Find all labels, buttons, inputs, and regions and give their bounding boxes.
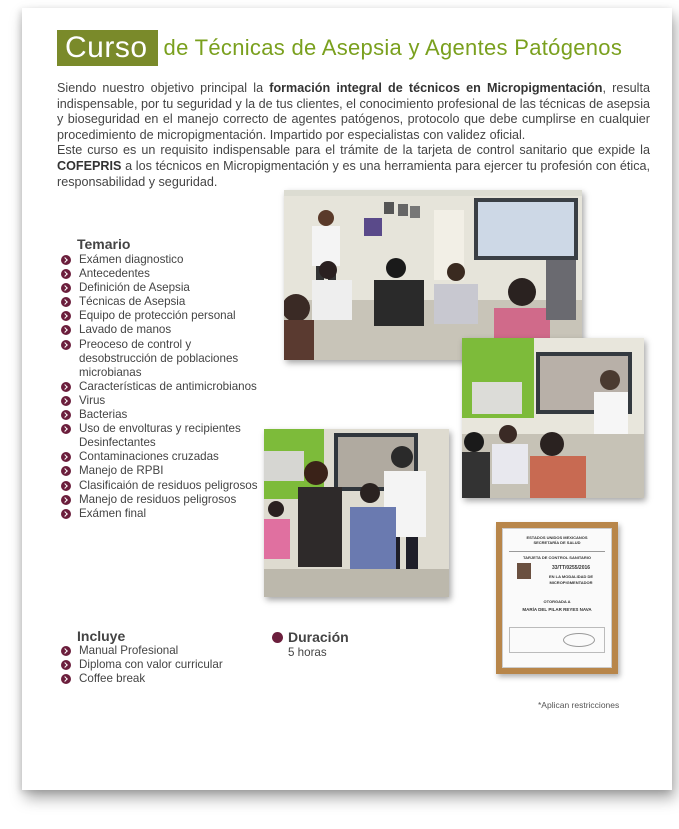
course-title bbox=[57, 30, 622, 66]
list-item: Técnicas de Asepsia bbox=[61, 295, 261, 309]
list-item: Manejo de RPBI bbox=[61, 464, 261, 478]
list-item: Coffee break bbox=[61, 672, 261, 686]
list-item: Lavado de manos bbox=[61, 323, 261, 337]
incluye-heading: Incluye bbox=[77, 628, 126, 644]
list-item: Exámen final bbox=[61, 507, 261, 521]
duracion-bullet-icon bbox=[272, 632, 283, 643]
list-item: Antecedentes bbox=[61, 267, 261, 281]
card-specialty: MICROPIGMENTADOR bbox=[549, 580, 593, 585]
list-item: Equipo de protección personal bbox=[61, 309, 261, 323]
card-granted: OTORGADA A bbox=[543, 599, 571, 604]
card-specialty-label: EN LA MODALIDAD DE bbox=[548, 574, 594, 579]
sanitary-card-image bbox=[496, 522, 618, 674]
list-item: Clasificaión de residuos peligrosos bbox=[61, 479, 261, 493]
card-title: TARJETA DE CONTROL SANITARIO bbox=[523, 555, 591, 560]
list-item: Diploma con valor curricular bbox=[61, 658, 261, 672]
list-item: Exámen diagnostico bbox=[61, 253, 261, 267]
card-photo bbox=[517, 563, 531, 579]
intro-paragraph-2: Este curso es un requisito indispensable para el trámite de la tarjeta de control sanitario que expide la COFEPRIS a los técnicos en Micropigmentación y es una herramienta para ejercer tu profesión con ética, responsabilidad y seguridad. bbox=[57, 143, 650, 189]
list-item: Bacterias bbox=[61, 408, 261, 422]
card-holder-name: MARÍA DEL PILAR REYES NAVA bbox=[522, 607, 592, 612]
list-item: Uso de envolturas y recipientes Desinfectantes bbox=[61, 422, 261, 450]
intro-text bbox=[57, 81, 650, 190]
list-item: Manual Profesional bbox=[61, 644, 261, 658]
restrictions-note: *Aplican restricciones bbox=[538, 700, 620, 710]
list-item: Manejo de residuos peligrosos bbox=[61, 493, 261, 507]
card-line-1: ESTADOS UNIDOS MEXICANOS bbox=[526, 535, 588, 540]
title-highlight: Curso bbox=[57, 30, 158, 66]
classroom-photo-2 bbox=[462, 338, 644, 498]
list-item: Virus bbox=[61, 394, 261, 408]
duracion-value: 5 horas bbox=[288, 646, 327, 659]
temario-list bbox=[61, 253, 261, 521]
list-item: Preoceso de control y desobstrucción de poblaciones microbianas bbox=[61, 338, 261, 380]
card-number: 33/TT/0255/2016 bbox=[551, 565, 591, 571]
title-rest: de Técnicas de Asepsia y Agentes Patógenos bbox=[163, 35, 623, 60]
incluye-list bbox=[61, 644, 261, 686]
duracion-heading: Duración bbox=[288, 629, 349, 645]
sanitary-card bbox=[502, 528, 612, 668]
list-item: Definición de Asepsia bbox=[61, 281, 261, 295]
list-item: Contaminaciones cruzadas bbox=[61, 450, 261, 464]
list-item: Características de antimicrobianos bbox=[61, 380, 261, 394]
card-line-2: SECRETARÍA DE SALUD bbox=[533, 540, 581, 545]
temario-heading: Temario bbox=[77, 236, 131, 252]
classroom-photo-1 bbox=[284, 190, 582, 360]
classroom-photo-3 bbox=[264, 429, 449, 597]
intro-paragraph-1: Siendo nuestro objetivo principal la formación integral de técnicos en Micropigmentación, resulta indispensable, por tu seguridad y la de tus clientes, el conocimiento profesional de las técnicas de asepsia y bioseguridad en el manejo correcto de agentes patógenos, protocolo que debe cumplirse en cualquier procedimiento de micropigmentación. Impartido por especialistas con validez oficial. bbox=[57, 81, 650, 142]
